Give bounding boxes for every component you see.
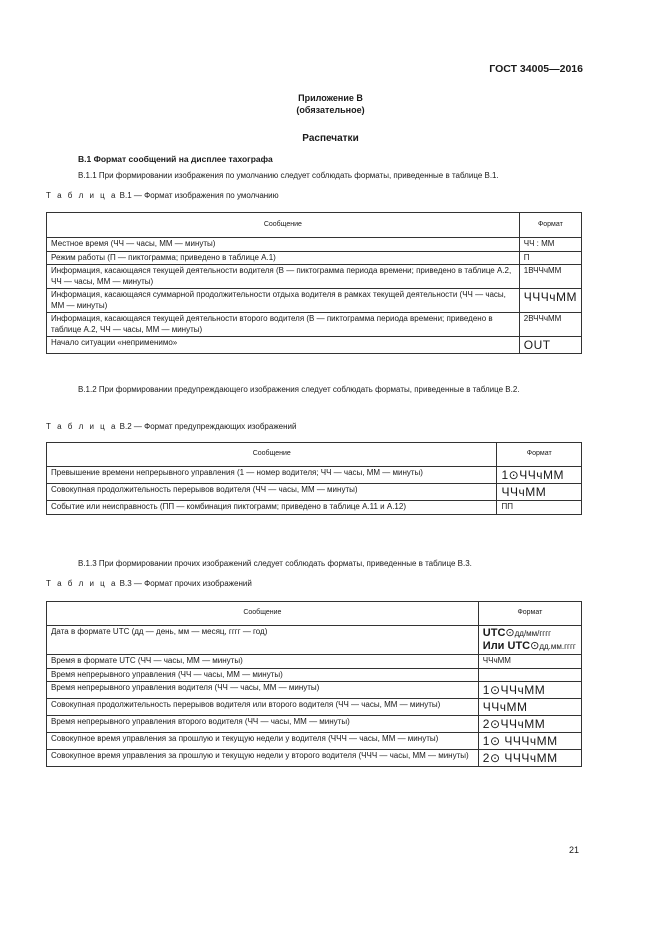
message-cell: Время непрерывного управления второго водителя (ЧЧ — часы, ММ — минуты) [47, 716, 479, 733]
appendix-title: Приложение В [298, 93, 363, 103]
format-cell: 1ВЧЧчММ [519, 265, 581, 289]
utc-label-alt: Или UTC [482, 640, 531, 652]
message-cell: Местное время (ЧЧ — часы, ММ — минуты) [47, 238, 520, 252]
table-row [47, 716, 582, 733]
message-cell: Время непрерывного управления (ЧЧ — часы, ММ — минуты) [47, 668, 479, 682]
caption-prefix: Т а б л и ц а [46, 191, 118, 200]
appendix-heading [0, 92, 661, 116]
format-cell: ЧЧчММ [478, 655, 581, 669]
paragraph-b12: В.1.2 При формировании предупреждающего изображения следует соблюдать форматы, приведенные в таблице В.2. [78, 385, 520, 394]
table-row [47, 467, 582, 484]
paragraph-b11: В.1.1 При формировании изображения по умолчанию следует соблюдать форматы, приведенные в таблице В.1. [78, 171, 499, 180]
utc-label: UTC [482, 627, 506, 639]
table-row [47, 484, 582, 501]
message-cell: Время непрерывного управления водителя (ЧЧ — часы, ММ — минуты) [47, 682, 479, 699]
document-header: ГОСТ 34005—2016 [489, 63, 583, 75]
format-cell [478, 626, 581, 655]
message-cell: Совокупная продолжительность перерывов водителя (ЧЧ — часы, ММ — минуты) [47, 484, 497, 501]
format-cell: 2⊙ ЧЧЧчММ [478, 750, 581, 767]
table-row [47, 251, 582, 265]
message-cell: Информация, касающаяся текущей деятельности второго водителя (В — пиктограмма периода времени; приведено в таблице А.2, ЧЧ — часы, ММ — минуты) [47, 313, 520, 337]
format-cell: 1⊙ЧЧчММ [478, 682, 581, 699]
message-cell: Превышение времени непрерывного управления (1 — номер водителя; ЧЧ — часы, ММ — минуты) [47, 467, 497, 484]
clock-icon: ⊙ [505, 627, 515, 639]
caption-prefix: Т а б л и ц а [46, 579, 118, 588]
message-cell: Режим работы (П — пиктограмма; приведено в таблице А.1) [47, 251, 520, 265]
table-row [47, 626, 582, 655]
message-cell: Совокупное время управления за прошлую и текущую недели у водителя (ЧЧЧ — часы, ММ — минуты) [47, 733, 479, 750]
format-cell [478, 668, 581, 682]
table-row [47, 289, 582, 313]
table-row [47, 265, 582, 289]
caption-text: В.2 — Формат предупреждающих изображений [119, 422, 297, 431]
column-header-message: Сообщение [47, 213, 520, 238]
message-cell: Информация, касающаяся текущей деятельности водителя (В — пиктограмма периода времени; приведено в таблице А.2, ЧЧ — часы, ММ — минуты) [47, 265, 520, 289]
column-header-message: Сообщение [47, 443, 497, 467]
section-title: Распечатки [302, 133, 359, 144]
page-number: 21 [568, 845, 579, 855]
table-b2-caption [46, 422, 297, 431]
column-header-format: Формат [478, 602, 581, 626]
format-cell: ЧЧЧчММ [519, 289, 581, 313]
caption-text: В.1 — Формат изображения по умолчанию [119, 191, 279, 200]
column-header-message: Сообщение [47, 602, 479, 626]
format-cell: OUT [519, 337, 581, 354]
table-row [47, 337, 582, 354]
table-b3-caption [46, 579, 252, 588]
appendix-status: (обязательное) [296, 105, 365, 115]
message-cell: Совокупное время управления за прошлую и текущую недели у второго водителя (ЧЧЧ — часы, ММ — минуты) [47, 750, 479, 767]
format-cell: ПП [497, 501, 582, 515]
table-b2 [46, 442, 582, 515]
table-row [47, 313, 582, 337]
format-cell: ЧЧ : ММ [519, 238, 581, 252]
subsection-title: В.1 Формат сообщений на дисплее тахографа [78, 154, 273, 164]
date-format: дд/мм/гггг [514, 629, 552, 638]
format-cell: ЧЧчММ [478, 699, 581, 716]
table-row [47, 699, 582, 716]
format-cell: 1⊙ЧЧчММ [497, 467, 582, 484]
date-format-alt: дд.мм.гггг [539, 642, 576, 651]
table-b3 [46, 601, 582, 767]
message-cell: Начало ситуации «неприменимо» [47, 337, 520, 354]
table-b1 [46, 212, 582, 354]
table-row [47, 655, 582, 669]
table-row [47, 501, 582, 515]
format-cell: П [519, 251, 581, 265]
format-cell: ЧЧчММ [497, 484, 582, 501]
format-cell: 2⊙ЧЧчММ [478, 716, 581, 733]
table-row [47, 733, 582, 750]
message-cell: Событие или неисправность (ПП — комбинация пиктограмм; приведено в таблице А.11 и А.12) [47, 501, 497, 515]
table-row [47, 668, 582, 682]
table-row [47, 682, 582, 699]
message-cell: Совокупная продолжительность перерывов водителя или второго водителя (ЧЧ — часы, ММ — минуты) [47, 699, 479, 716]
paragraph-b13: В.1.3 При формировании прочих изображений следует соблюдать форматы, приведенные в таблице В.3. [78, 559, 472, 568]
table-b1-caption [46, 191, 279, 200]
column-header-format: Формат [519, 213, 581, 238]
caption-prefix: Т а б л и ц а [46, 422, 118, 431]
table-row [47, 750, 582, 767]
table-row [47, 238, 582, 252]
column-header-format: Формат [497, 443, 582, 467]
message-cell: Дата в формате UTC (дд — день, мм — месяц, гггг — год) [47, 626, 479, 655]
format-cell: 2ВЧЧчММ [519, 313, 581, 337]
clock-icon: ⊙ [530, 640, 540, 652]
format-cell: 1⊙ ЧЧЧчММ [478, 733, 581, 750]
message-cell: Время в формате UTC (ЧЧ — часы, ММ — минуты) [47, 655, 479, 669]
caption-text: В.3 — Формат прочих изображений [119, 579, 252, 588]
message-cell: Информация, касающаяся суммарной продолжительности отдыха водителя в рамках текущей деятельности (ЧЧ — часы, ММ — минуты) [47, 289, 520, 313]
